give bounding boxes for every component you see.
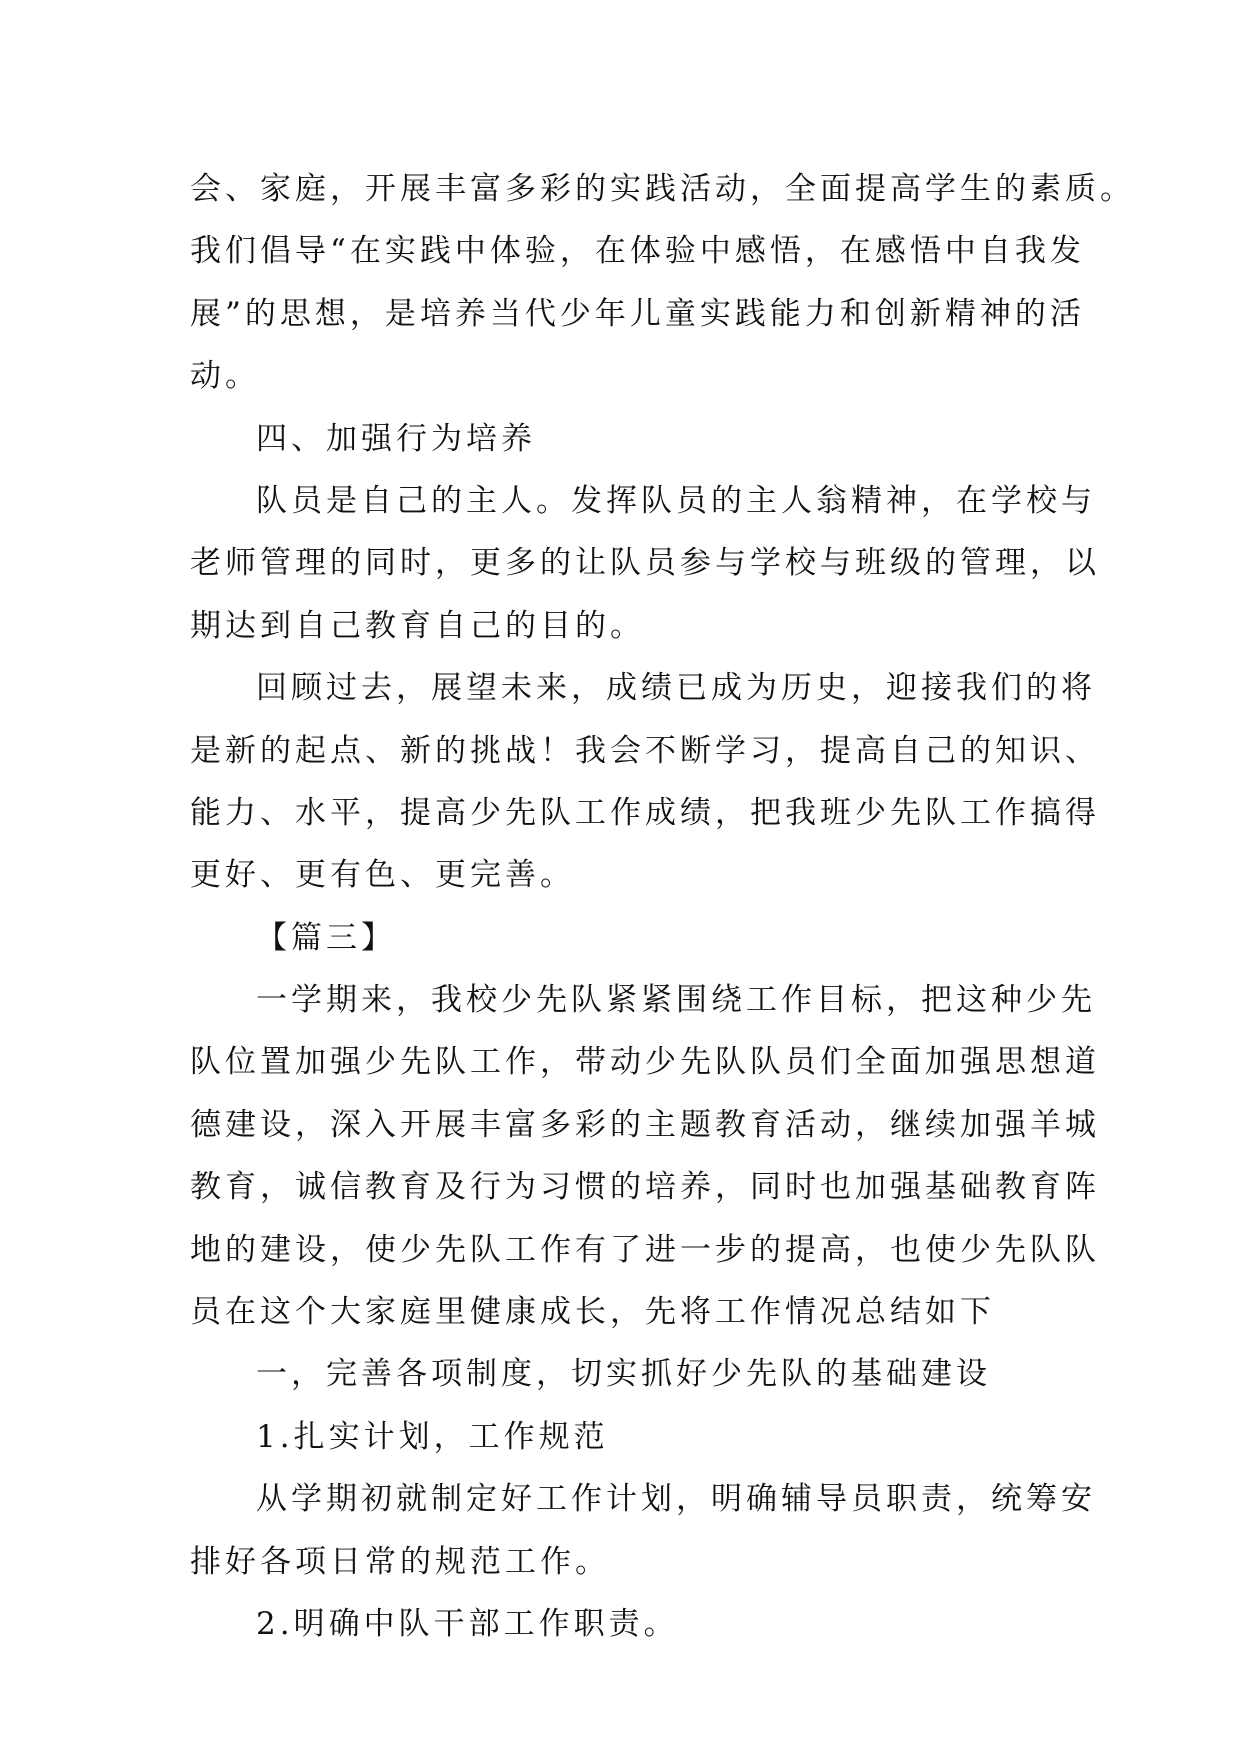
text-line: 回顾过去，展望未来，成绩已成为历史，迎接我们的将 <box>256 670 1096 707</box>
chapter-heading: 【篇三】 <box>256 919 396 956</box>
text-line: 教育，诚信教育及行为习惯的培养，同时也加强基础教育阵 <box>190 1169 1100 1206</box>
section-heading: 四、加强行为培养 <box>256 420 536 457</box>
text-line: 动。 <box>190 358 260 395</box>
text-line: 是新的起点、新的挑战！我会不断学习，提高自己的知识、 <box>190 732 1100 769</box>
section-heading: 一，完善各项制度，切实抓好少先队的基础建设 <box>256 1356 991 1393</box>
text-line: 队位置加强少先队工作，带动少先队队员们全面加强思想道 <box>190 1044 1100 1081</box>
text-line: 老师管理的同时，更多的让队员参与学校与班级的管理，以 <box>190 545 1100 582</box>
subsection-heading: 1.扎实计划，工作规范 <box>256 1418 609 1455</box>
text-line: 地的建设，使少先队工作有了进一步的提高，也使少先队队 <box>190 1231 1100 1268</box>
text-line: 期达到自己教育自己的目的。 <box>190 607 645 644</box>
text-line: 排好各项日常的规范工作。 <box>190 1543 610 1580</box>
text-line: 员在这个大家庭里健康成长，先将工作情况总结如下 <box>190 1294 995 1331</box>
text-line: 队员是自己的主人。发挥队员的主人翁精神，在学校与 <box>256 482 1096 519</box>
subsection-heading: 2.明确中队干部工作职责。 <box>256 1605 679 1642</box>
text-line: 一学期来，我校少先队紧紧围绕工作目标，把这种少先 <box>256 982 1096 1019</box>
text-line: 会、家庭，开展丰富多彩的实践活动，全面提高学生的素质。 <box>190 171 1135 207</box>
text-line: 从学期初就制定好工作计划，明确辅导员职责，统筹安 <box>256 1481 1096 1518</box>
text-line: 我们倡导“在实践中体验，在体验中感悟，在感悟中自我发 <box>190 233 1085 270</box>
document-body <box>190 158 1135 1655</box>
text-line: 能力、水平，提高少先队工作成绩，把我班少先队工作搞得 <box>190 794 1100 831</box>
text-line: 德建设，深入开展丰富多彩的主题教育活动，继续加强羊城 <box>190 1106 1100 1143</box>
text-line: 展”的思想，是培养当代少年儿童实践能力和创新精神的活 <box>190 295 1085 332</box>
text-line: 更好、更有色、更完善。 <box>190 857 575 894</box>
